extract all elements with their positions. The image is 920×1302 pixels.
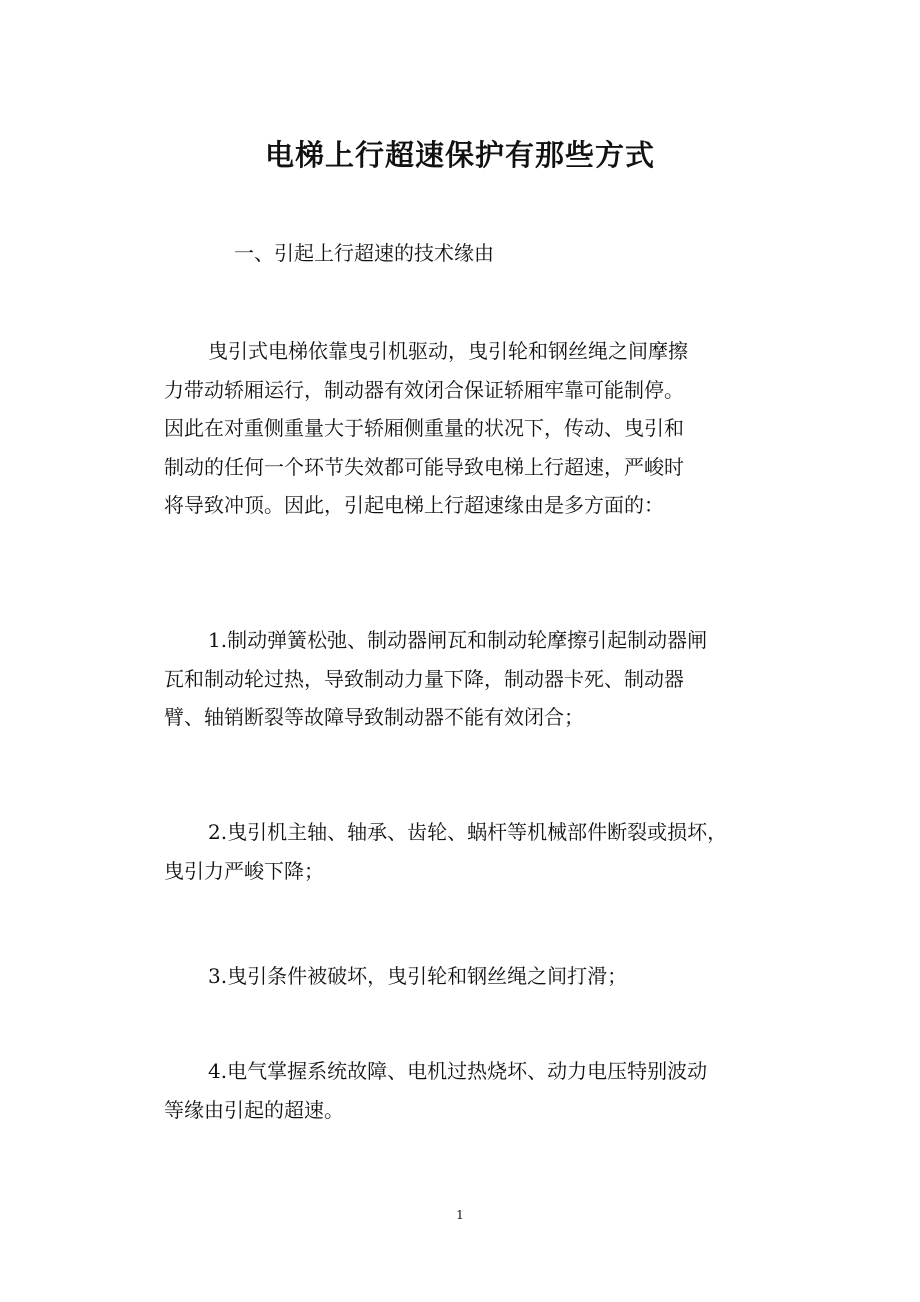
paragraph-intro: [164, 332, 804, 525]
paragraph-line: 力带动轿厢运行，制动器有效闭合保证轿厢牢靠可能制停。: [164, 377, 684, 402]
paragraph-line: 曳引式电梯依靠曳引机驱动，曳引轮和钢丝绳之间摩擦: [208, 339, 688, 363]
paragraph-line: 臂、轴销断裂等故障导致制动器不能有效闭合；: [164, 705, 584, 729]
paragraph-line: 4.电气掌握系统故障、电机过热烧坏、动力电压特别波动: [208, 1059, 708, 1083]
paragraph-line: 制动的任何一个环节失效都可能导致电梯上行超速，严峻时: [164, 454, 684, 479]
paragraph-item-1: [164, 621, 804, 737]
section-heading: 一、引起上行超速的技术缘由: [234, 241, 494, 265]
paragraph-item-4: [164, 1052, 804, 1129]
page-number: 1: [456, 1208, 464, 1222]
paragraph-item-3: [164, 957, 804, 996]
paragraph-line: 3.曳引条件被破坏，曳引轮和钢丝绳之间打滑；: [208, 964, 628, 988]
paragraph-line: 将导致冲顶。因此，引起电梯上行超速缘由是多方面的：: [164, 493, 664, 517]
paragraph-item-2: [164, 813, 804, 890]
paragraph-line: 曳引力严峻下降；: [164, 858, 324, 883]
paragraph-line: 瓦和制动轮过热，导致制动力量下降，制动器卡死、制动器: [164, 666, 684, 691]
paragraph-line: 1.制动弹簧松弛、制动器闸瓦和制动轮摩擦引起制动器闸: [208, 628, 708, 652]
paragraph-line: 等缘由引起的超速。: [164, 1097, 344, 1122]
paragraph-line: 因此在对重侧重量大于轿厢侧重量的状况下，传动、曳引和: [164, 416, 684, 440]
document-title: 电梯上行超速保护有那些方式: [264, 138, 655, 172]
paragraph-line: 2.曳引机主轴、轴承、齿轮、蜗杆等机械部件断裂或损坏，: [208, 820, 728, 844]
